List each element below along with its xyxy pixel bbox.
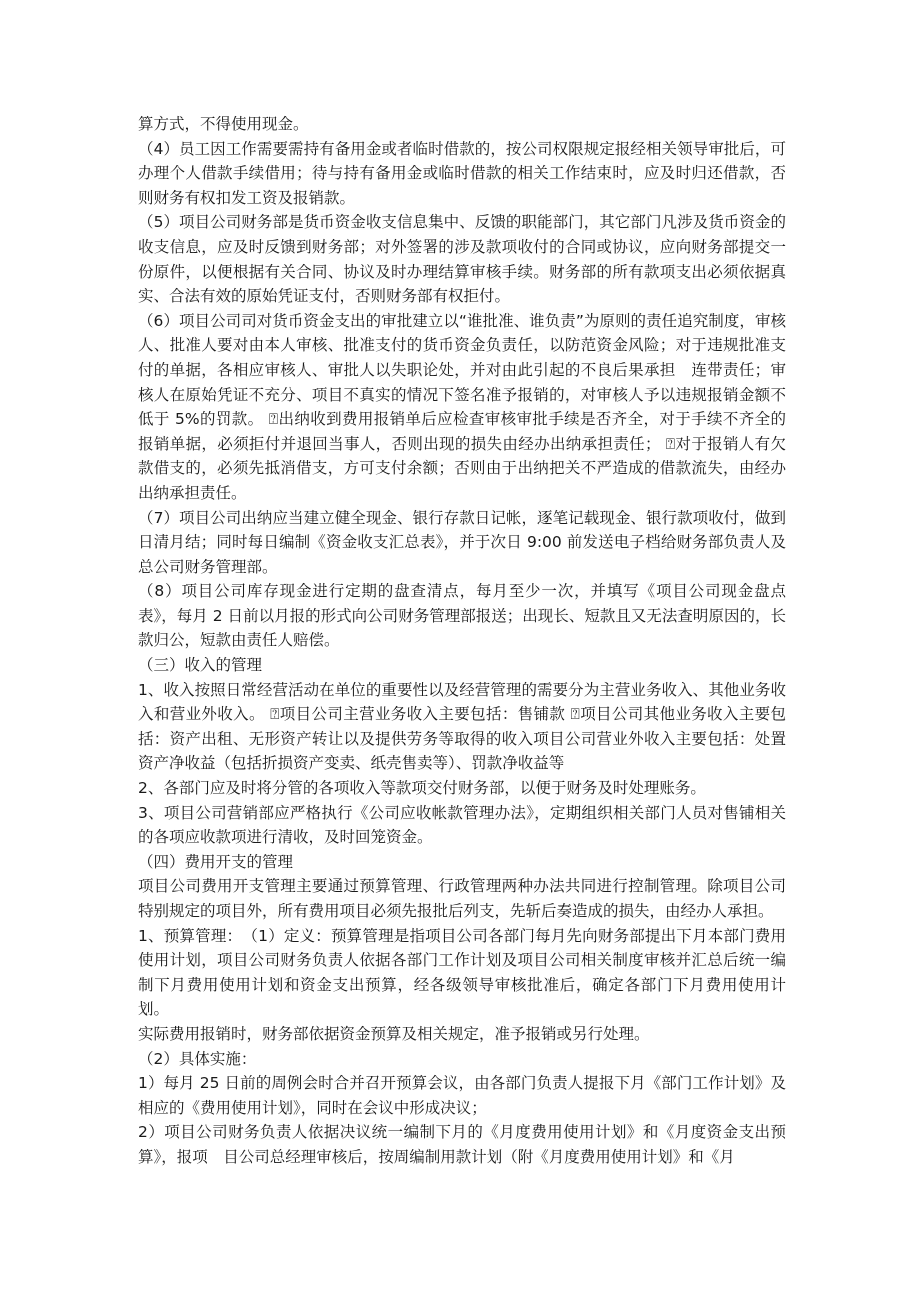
paragraph-step-1: 1）每月 25 日前的周例会时合并召开预算会议，由各部门负责人提报下月《部门工作计划》及相应的《费用使用计划》，同时在会议中形成决议； [138,1074,786,1117]
paragraph-item-4: （4）员工因工作需要需持有备用金或者临时借款的，按公司权限规定报经相关领导审批后，可办理个人借款手续借用；待与持有备用金或临时借款的相关工作结束时，应及时归还借款，否则财务有权扣发工资及报销款。 [138,139,786,207]
paragraph-item-8: （8）项目公司库存现金进行定期的盘查清点，每月至少一次，并填写《项目公司现金盘点表》，每月 2 日前以月报的形式向公司财务管理部报送；出现长、短款且又无法查明原因的，长款归公，短款由责任人赔偿。 [138,582,786,650]
paragraph-expenses-intro: 项目公司费用开支管理主要通过预算管理、行政管理两种办法共同进行控制管理。除项目公司特别规定的项目外，所有费用项目必须先报批后列支，先斩后奏造成的损失，由经办人承担。 [138,877,786,920]
paragraph-income-3: 3、项目公司营销部应严格执行《公司应收帐款管理办法》，定期组织相关部门人员对售铺相关的各项应收款项进行清收，及时回笼资金。 [138,803,786,847]
paragraph-item-6: （6）项目公司司对货币资金支出的审批建立以“谁批准、谁负责”为原则的责任追究制度，审核人、批准人要对由本人审核、批准支付的货币资金负责任，以防范资金风险；对于违规批准支付的单据，各相应审核人、审批人以失职论处，并对由此引起的不良后果承担 连带责任；审核人在原始凭证不充分、项目不真实的情况下签名准予报销的，对审核人予以违规报销金额不低于 5%的罚款。 ⍰出纳收到费用报销单后应检查审核审批手续是否齐全，对于手续不齐全的报销单据，必须拒付并退回当事人，否则出现的损失由经办出纳承担责任； ⍰对于报销人有欠款借支的，必须先抵消借支，方可支付余额；否则由于出纳把关不严造成的借款流失，由经办出纳承担责任。 [138,311,786,502]
paragraph-payment-method: 算方式，不得使用现金。 [138,115,309,133]
paragraph-income-2: 2、各部门应及时将分管的各项收入等款项交付财务部，以便于财务及时处理账务。 [138,779,706,798]
document-page [138,112,786,1170]
section-heading-expenses: （四）费用开支的管理 [138,852,294,871]
paragraph-item-5: （5）项目公司财务部是货币资金收支信息集中、反馈的职能部门，其它部门凡涉及货币资金的收支信息，应及时反馈到财务部；对外签署的涉及款项收付的合同或协议，应向财务部提交一份原件，以便根据有关合同、协议及时办理结算审核手续。财务部的所有款项支出必须依据真实、合法有效的原始凭证支付，否则财务部有权拒付。 [138,213,786,306]
section-heading-income: （三）收入的管理 [138,656,263,675]
paragraph-actual-reimbursement: 实际费用报销时，财务部依据资金预算及相关规定，准予报销或另行处理。 [138,1024,650,1043]
paragraph-budget-definition: 1、预算管理： （1）定义：预算管理是指项目公司各部门每月先向财务部提出下月本部门费用使用计划，项目公司财务负责人依据各部门工作计划及项目公司相关制度审核并汇总后统一编制下月费用使用计划和资金支出预算，经各级领导审核批准后，确定各部门下月费用使用计划。 [138,926,786,1019]
subheading-implementation: （2）具体实施： [138,1049,257,1068]
paragraph-step-2: 2）项目公司财务负责人依据决议统一编制下月的《月度费用使用计划》和《月度资金支出预算》，报项 目公司总经理审核后，按周编制用款计划（附《月度费用使用计划》和《月 [138,1123,786,1166]
paragraph-item-7: （7）项目公司出纳应当建立健全现金、银行存款日记帐，逐笔记载现金、银行款项收付，做到日清月结；同时每日编制《资金收支汇总表》，并于次日 9:00 前发送电子档给财务部负责人及总公司财务管理部。 [138,508,786,576]
paragraph-income-1: 1、收入按照日常经营活动在单位的重要性以及经营管理的需要分为主营业务收入、其他业务收入和营业外收入。 ⍰项目公司主营业务收入主要包括：售铺款 ⍰项目公司其他业务收入主要包括：资产出租、无形资产转让以及提供劳务等取得的收入项目公司营业外收入主要包括：处置资产净收益（包括折损资产变卖、纸壳售卖等）、罚款净收益等 [138,680,786,773]
